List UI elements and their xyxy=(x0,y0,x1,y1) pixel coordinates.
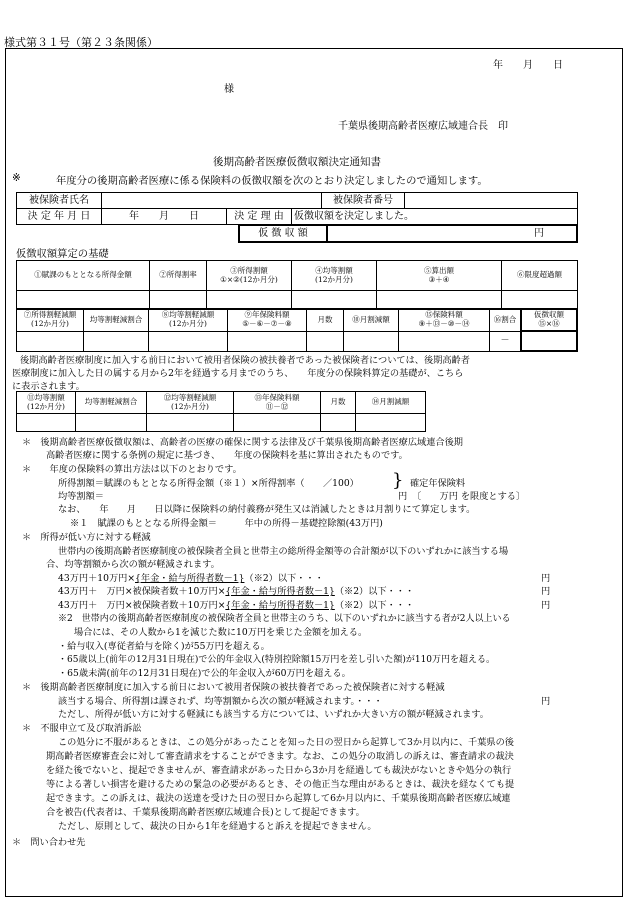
t3-reduction-ratio: 均等割軽減割合 xyxy=(76,392,147,414)
t2-income-rate: ②所得割率 xyxy=(150,261,207,291)
dependent-note-1: 後期高齢者医療制度に加入する前日において被用者保険の被扶養者であった被保険者については、後期高齢者 xyxy=(20,355,470,366)
t2-months: 月数 xyxy=(307,309,344,331)
t3-annual-premium: ⑬年保険料額 ⑪－⑫ xyxy=(234,392,321,414)
intro-text: 年度分の後期高齢者医療に係る保険料の仮徴収額を次のとおり決定しましたので通知します。 xyxy=(56,175,488,187)
low-income-text-1: 世帯内の後期高齢者医療制度の被保険者全員と世帯主の総所得金額等の合計額が以下のいずれかに該当する場 xyxy=(58,546,509,557)
appeal-text-7: ただし、原則として、裁決の日から1年を経過すると訴えを提起できません。 xyxy=(58,821,377,832)
form-number: 様式第３１号（第２３条関係） xyxy=(4,36,158,49)
t2-income-levy: ③所得割額 ①×②(12か月分) xyxy=(207,261,292,291)
t2-over-limit: ⑥限度超過額 xyxy=(502,261,578,291)
t2-provisional: 仮徴収額 ⑮×⑯ xyxy=(521,309,577,331)
brace-icon: } xyxy=(392,470,404,491)
condition-1: ・給与収入(専従者給与を除く)が55万円を超える。 xyxy=(58,641,270,652)
appeal-text-6: 合を被告(代表者は、千葉県後期高齢者医療広域連合長)として提起できます。 xyxy=(46,807,365,818)
method-limit: 〔 万円 を限度とする〕 xyxy=(412,491,526,502)
decision-table xyxy=(16,192,578,225)
reason-value: 仮徴収額を決定しました。 xyxy=(292,209,578,225)
reduction-calc-1: 43万円＋10万円×{年金・給与所得者数－1}（※2）以下・・・ xyxy=(58,573,324,584)
method-confirmed-premium: 確定年保険料 xyxy=(410,478,466,489)
reduction-calc-1-unit: 円 xyxy=(541,573,551,584)
t2-income-amount: ①賦課のもととなる所得金額 xyxy=(17,261,150,291)
appeal-heading: ＊ 不服申立て及び取消訴訟 xyxy=(22,723,142,734)
note2-1: ※2 世帯内の後期高齢者医療制度の被保険者全員と世帯主のうち、以下のいずれかに該当する者が2人以上いる xyxy=(58,614,511,624)
reason-label: 決 定 理 由 xyxy=(227,209,292,225)
decision-date-label: 決 定 年 月 日 xyxy=(17,209,102,225)
t3-reduction-amount: ⑫均等割軽減額 (12か月分) xyxy=(147,392,234,414)
issuer: 千葉県後期高齢者医療広域連合長 印 xyxy=(338,121,508,132)
dependent-reduction-2: ただし、所得が低い方に対する軽減にも該当する方については、いずれか大きい方の額が軽減されます。 xyxy=(58,709,489,720)
appeal-text-3: を経た後でないと、提起できませんが、審査請求があった日から3か月を経過しても裁決がないときや処分の執行 xyxy=(46,765,512,776)
t2-ratio: ⑯割合 xyxy=(490,309,522,331)
dependent-reduction-unit: 円 xyxy=(541,696,551,707)
t3-per-capita: ⑪均等割額 (12か月分) xyxy=(17,392,76,414)
provisional-amount-label: 仮 徴 収 額 xyxy=(239,225,327,242)
appeal-text-1: この処分に不服があるときは、この処分があったことを知った日の翌日から起算して3か月以内に、千葉県の後 xyxy=(58,737,514,748)
t2-calculated: ⑤算出額 ③＋④ xyxy=(377,261,502,291)
method-per-capita: 均等割額＝ xyxy=(58,491,104,502)
document-title: 後期高齢者医療仮徴収額決定通知書 xyxy=(213,156,381,168)
basis-heading: 仮徴収額算定の基礎 xyxy=(16,248,109,260)
method-income-formula: 所得割額＝賦課のもととなる所得金額（※１）×所得割率（ ／100） xyxy=(58,478,359,489)
t2-ratio-dash: － xyxy=(490,331,522,351)
basis-table-row2 xyxy=(16,308,578,352)
appeal-text-4: 等による著しい損害を避けるための緊急の必要があるとき、その他正当な理由があるときは、裁決を経なくても提 xyxy=(46,779,515,790)
t2-income-reduction: ⑦所得割軽減額 (12か月分) xyxy=(17,309,84,331)
reduction-calc-2-unit: 円 xyxy=(541,586,551,597)
t3-months: 月数 xyxy=(321,392,356,414)
t2-monthly-reduction: ⑩月割減額 xyxy=(344,309,399,331)
contact-heading: ＊ 問い合わせ先 xyxy=(12,837,86,848)
insured-name-value xyxy=(102,193,322,209)
addressee: 様 xyxy=(224,84,234,95)
insured-name-label: 被保険者氏名 xyxy=(17,193,102,209)
insured-no-label: 被保険者番号 xyxy=(322,193,405,209)
method-monthly-note: なお、 年 月 日以降に保険料の納付義務が発生又は消滅したときは月割りにて算定します。 xyxy=(58,504,476,515)
low-income-heading: ＊ 所得が低い方に対する軽減 xyxy=(22,532,151,543)
t2-annual-premium: ⑨年保険料額 ⑤－⑥－⑦－⑧ xyxy=(228,309,307,331)
t2-premium-amount: ⑮保険料額 ⑨＋⑬－⑩－⑭ xyxy=(399,309,490,331)
method-income-base: ※１ 賦課のもととなる所得金額＝ 年中の所得－基礎控除額(43万円) xyxy=(70,518,383,529)
dependent-note-3: に表示されます。 xyxy=(12,381,85,392)
appeal-text-5: 起できます。この訴えは、裁決の送達を受けた日の翌日から起算して6か月以内に、千葉県後期高齢者医療広域連 xyxy=(46,793,511,804)
legal-note-2: 高齢者医療に関する条例の規定に基づき、 年度の保険料を基に算出されたものです。 xyxy=(46,450,408,461)
appeal-text-2: 期高齢者医療審査会に対して審査請求をすることができます。なお、この処分の取消しの訴えは、審査請求の裁決 xyxy=(46,751,514,762)
condition-3: ・65歳未満(前年の12月31日現在)で公的年金収入が60万円を超える。 xyxy=(58,668,351,679)
dependent-table xyxy=(16,391,426,432)
provisional-amount-unit: 円 xyxy=(327,225,577,242)
reduction-calc-2: 43万円＋ 万円×被保険者数＋10万円×{年金・給与所得者数－1}（※2）以下・・・ xyxy=(58,586,415,597)
legal-note-1: ＊ 後期高齢者医療仮徴収額は、高齢者の医療の確保に関する法律及び千葉県後期高齢者医療広域連合後期 xyxy=(22,437,463,448)
method-per-capita-unit: 円 xyxy=(398,491,408,502)
intro-mark: ※ xyxy=(12,172,21,184)
dependent-note-2: 医療制度に加入した日の属する月から2年を経過する月までのうち、 年度分の保険料算定の基礎が、こちら xyxy=(12,368,464,379)
decision-date-value: 年 月 日 xyxy=(102,209,227,225)
t2-per-capita: ④均等割額 (12か月分) xyxy=(292,261,377,291)
t2-per-capita-reduction: ⑧均等割軽減額 (12か月分) xyxy=(149,309,228,331)
t2-reduction-ratio: 均等割軽減割合 xyxy=(84,309,149,331)
reduction-calc-3: 43万円＋ 万円×被保険者数＋10万円×{年金・給与所得者数－1}（※2）以下・・・ xyxy=(58,600,415,611)
insured-no-value xyxy=(405,193,578,209)
issue-date: 年 月 日 xyxy=(493,60,563,71)
method-heading: ＊ 年度の保険料の算出方法は以下のとおりです。 xyxy=(22,464,242,475)
note2-2: 場合には、その人数から1を減じた数に10万円を乗じた金額を加える。 xyxy=(74,627,368,638)
reduction-calc-3-unit: 円 xyxy=(541,600,551,611)
basis-table-row1 xyxy=(16,260,578,309)
provisional-amount-table xyxy=(238,224,578,243)
low-income-text-2: 合、均等割額から次の額が軽減されます。 xyxy=(46,559,220,570)
t3-monthly-reduction: ⑭月割減額 xyxy=(356,392,426,414)
dependent-reduction-1: 該当する場合、所得割は課されず、均等割額から次の額が軽減されます。・・・ xyxy=(58,696,383,707)
condition-2: ・65歳以上(前年の12月31日現在)で公的年金収入(特別控除額15万円を差し引いた額)が110万円を超える。 xyxy=(58,655,496,665)
dependent-reduction-heading: ＊ 後期高齢者医療制度に加入する前日において被用者保険の被扶養者であった被保険者に対する軽減 xyxy=(22,682,445,693)
